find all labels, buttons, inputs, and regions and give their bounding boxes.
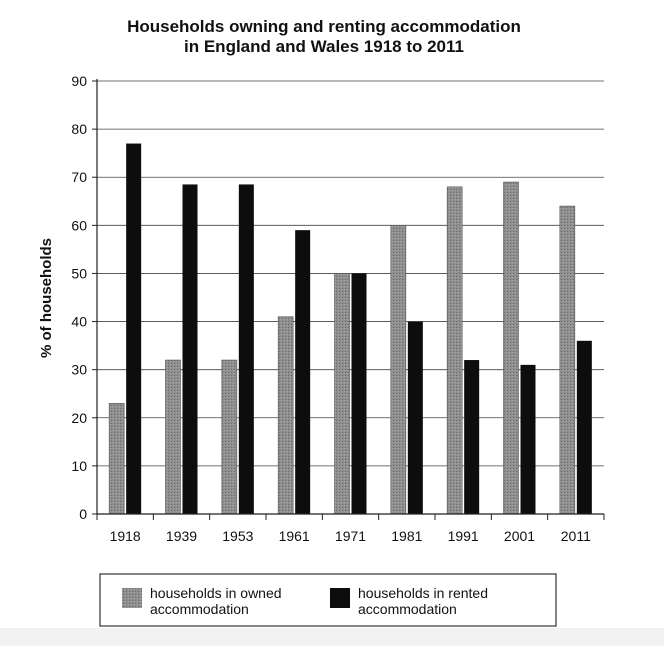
x-tick-label: 1981	[391, 528, 423, 544]
y-axis-ticks	[71, 73, 97, 522]
bar-rented-1991	[464, 360, 479, 514]
chart-title-line-2: in England and Wales 1918 to 2011	[184, 37, 464, 56]
y-tick-label: 40	[71, 313, 87, 330]
bar-rented-1918	[126, 144, 141, 514]
y-tick-label: 20	[71, 409, 87, 426]
bar-owned-1918	[109, 403, 124, 514]
y-tick-label: 90	[71, 73, 87, 89]
bar-owned-2001	[504, 182, 519, 514]
x-tick-label: 1971	[334, 528, 367, 544]
bar-owned-1961	[278, 317, 293, 514]
bar-rented-1971	[352, 273, 367, 514]
legend-label-owned-line-1: households in owned	[150, 585, 282, 601]
bar-rented-2001	[521, 365, 536, 514]
bar-rented-2011	[577, 341, 592, 514]
bar-owned-2011	[560, 206, 575, 514]
bottom-margin-band	[0, 628, 664, 646]
bar-rented-1981	[408, 322, 423, 514]
legend	[100, 574, 556, 626]
legend-swatch-rented	[330, 588, 350, 608]
bar-rented-1939	[183, 184, 198, 514]
y-tick-label: 80	[71, 121, 87, 138]
x-tick-label: 2011	[560, 528, 591, 544]
x-tick-label: 1918	[109, 528, 141, 544]
legend-label-rented-line-2: accommodation	[358, 601, 457, 617]
bar-owned-1971	[335, 273, 350, 514]
y-tick-label: 60	[71, 217, 87, 234]
x-axis-ticks	[97, 514, 604, 544]
legend-swatch-owned	[122, 588, 142, 608]
legend-label-owned-line-2: accommodation	[150, 601, 249, 617]
y-axis-label: % of households	[38, 238, 55, 358]
y-tick-label: 0	[79, 506, 87, 522]
bar-owned-1939	[166, 360, 181, 514]
x-tick-label: 1961	[278, 528, 310, 544]
bar-rented-1961	[295, 230, 310, 514]
bar-owned-1991	[447, 187, 462, 514]
x-tick-label: 1991	[447, 528, 479, 544]
legend-label-rented-line-1: households in rented	[358, 585, 488, 601]
bar-owned-1981	[391, 225, 406, 514]
bars	[109, 144, 592, 514]
y-tick-label: 10	[71, 457, 87, 474]
y-tick-label: 70	[71, 169, 87, 186]
x-tick-label: 1953	[222, 528, 254, 544]
bar-owned-1953	[222, 360, 237, 514]
chart-title-line-1: Households owning and renting accommodation	[127, 17, 521, 36]
y-tick-label: 30	[71, 361, 87, 378]
x-tick-label: 1939	[165, 528, 198, 544]
bar-rented-1953	[239, 184, 254, 514]
y-tick-label: 50	[71, 265, 87, 282]
x-tick-label: 2001	[503, 528, 536, 544]
